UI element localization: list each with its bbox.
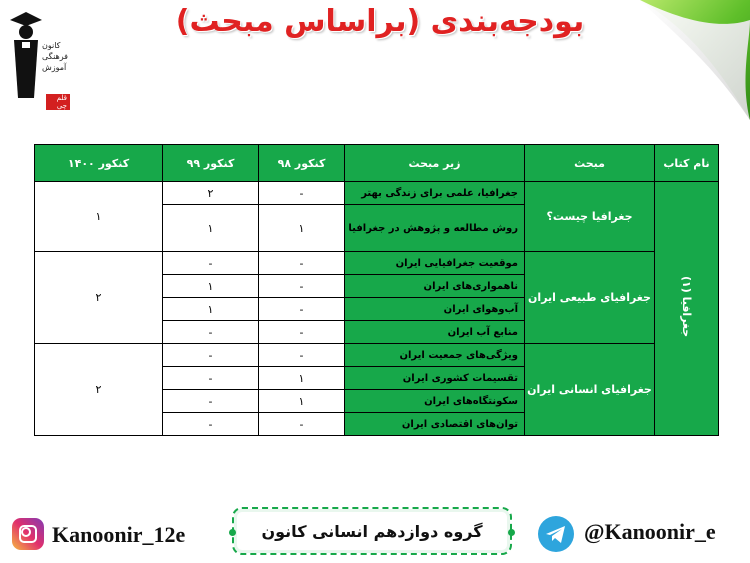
subtopic-cell: جغرافیا، علمی برای زندگی بهتر — [345, 182, 525, 205]
logo-line: فرهنگی — [42, 52, 68, 61]
table-row — [35, 344, 719, 367]
k99-cell: ۱ — [163, 205, 259, 252]
k98-cell: - — [259, 252, 345, 275]
k99-cell: ۱ — [163, 275, 259, 298]
budget-table — [34, 144, 719, 436]
page-curl-decoration — [600, 0, 750, 120]
instagram-handle[interactable]: Kanoonir_12e — [52, 522, 186, 547]
telegram-plane-icon — [538, 516, 574, 552]
graduate-icon — [8, 10, 42, 102]
book-cell — [655, 182, 719, 436]
table-row — [35, 182, 719, 205]
k99-cell: - — [163, 390, 259, 413]
subtopic-cell: موقعیت جغرافیایی ایران — [345, 252, 525, 275]
header-konkur-1400: کنکور ۱۴۰۰ — [35, 145, 163, 182]
logo-line: کانون — [42, 41, 61, 50]
header-konkur-98: کنکور ۹۸ — [259, 145, 345, 182]
table-row — [35, 252, 719, 275]
header-konkur-99: کنکور ۹۹ — [163, 145, 259, 182]
k98-cell: ۱ — [259, 205, 345, 252]
k99-cell: ۱ — [163, 298, 259, 321]
topic-cell: جغرافیای انسانی ایران — [525, 344, 655, 436]
subtopic-cell: روش مطالعه و پژوهش در جغرافیا — [345, 205, 525, 252]
kanoon-logo — [8, 10, 70, 110]
k98-cell: ۱ — [259, 367, 345, 390]
telegram-handle[interactable]: @Kanoonir_e — [584, 519, 716, 544]
group-label-box — [232, 507, 512, 555]
logo-text — [42, 40, 78, 73]
k1400-cell: ۱ — [35, 182, 163, 252]
budget-table-wrapper — [34, 144, 718, 436]
k98-cell: - — [259, 413, 345, 436]
k99-cell: - — [163, 321, 259, 344]
k99-cell: - — [163, 252, 259, 275]
subtopic-cell: ویژگی‌های جمعیت ایران — [345, 344, 525, 367]
k98-cell: - — [259, 344, 345, 367]
header-topic: مبحث — [525, 145, 655, 182]
k99-cell: - — [163, 344, 259, 367]
instagram-icon-lens — [21, 527, 31, 537]
group-label: گروه دوازدهم انسانی کانون — [261, 521, 483, 541]
page-title: بودجه‌بندی (براساس مبحث) — [175, 4, 585, 39]
k99-cell: - — [163, 413, 259, 436]
k98-cell: - — [259, 298, 345, 321]
dot-icon — [508, 529, 515, 536]
table-header-row — [35, 145, 719, 182]
dot-icon — [229, 529, 236, 536]
subtopic-cell: تقسیمات کشوری ایران — [345, 367, 525, 390]
subtopic-cell: منابع آب ایران — [345, 321, 525, 344]
subtopic-cell: ناهمواری‌های ایران — [345, 275, 525, 298]
book-name: جغرافیا (۱) — [680, 276, 693, 338]
instagram-icon[interactable] — [12, 518, 44, 550]
subtopic-cell: آب‌وهوای ایران — [345, 298, 525, 321]
k99-cell: - — [163, 367, 259, 390]
header-subtopic: زیر مبحث — [345, 145, 525, 182]
k1400-cell: ۲ — [35, 252, 163, 344]
k99-cell: ۲ — [163, 182, 259, 205]
subtopic-cell: توان‌های اقتصادی ایران — [345, 413, 525, 436]
logo-line: آموزش — [42, 63, 67, 72]
k1400-cell: ۲ — [35, 344, 163, 436]
subtopic-cell: سکونتگاه‌های ایران — [345, 390, 525, 413]
k98-cell: - — [259, 182, 345, 205]
k98-cell: ۱ — [259, 390, 345, 413]
logo-badge: قلم چی — [46, 94, 70, 110]
topic-cell: جغرافیای طبیعی ایران — [525, 252, 655, 344]
header-book: نام کتاب — [655, 145, 719, 182]
k98-cell: - — [259, 275, 345, 298]
k98-cell: - — [259, 321, 345, 344]
telegram-icon[interactable] — [538, 516, 574, 552]
topic-cell: جغرافیا چیست؟ — [525, 182, 655, 252]
